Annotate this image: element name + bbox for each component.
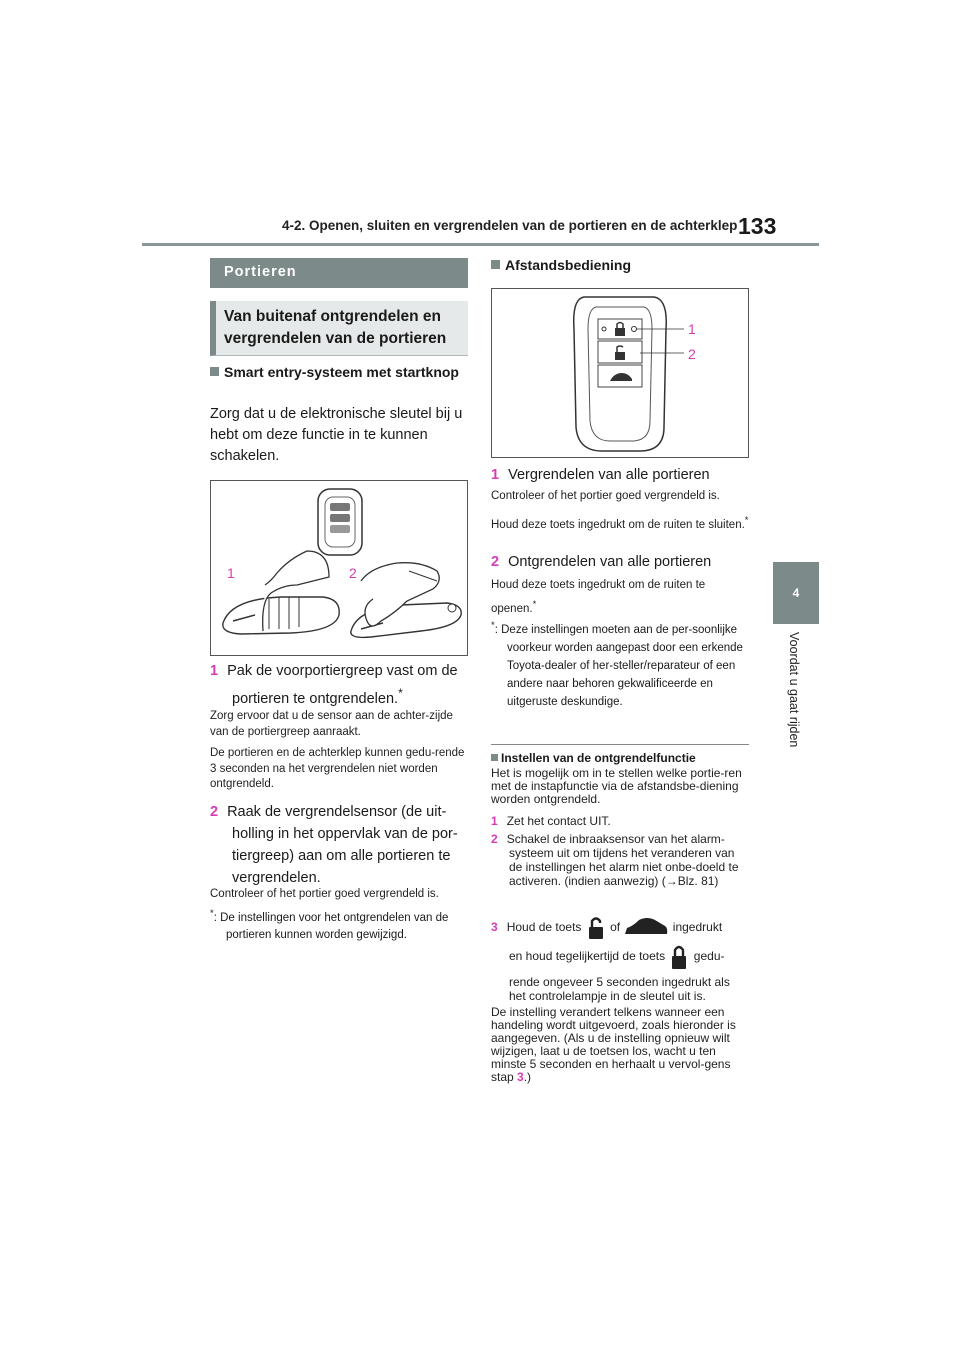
setting-final-step: 3 — [517, 1070, 524, 1084]
setting-intro: Het is mogelijk om in te stellen welke portie-ren met de instapfunctie via de afstandsbe-diening worden ontgrendeld. — [491, 766, 742, 806]
step-2-note: Controleer of het portier goed vergrendeld is. — [210, 888, 439, 900]
smart-entry-intro: Zorg dat u de elektronische sleutel bij u hebt om deze functie in te kunnen schakelen. — [210, 406, 463, 464]
key-fob-figure — [491, 288, 749, 458]
setting-step-2-number: 2 — [491, 832, 498, 846]
step-1-number: 1 — [210, 663, 219, 679]
page-number: 133 — [738, 213, 777, 239]
setting-heading-text: Instellen van de ontgrendelfunctie — [501, 751, 696, 765]
setting-step-3 — [491, 913, 749, 1003]
remote-item-1-note-2-text: Houd deze toets ingedrukt om de ruiten te sluiten. — [491, 518, 745, 531]
unlock-icon — [585, 916, 607, 940]
step-1-note-1: Zorg ervoor dat u de sensor aan de achter-zijde van de portiergreep aanraakt. — [210, 710, 453, 738]
trunk-icon — [623, 916, 669, 940]
remote-heading — [491, 255, 749, 275]
footnote-mark: * — [532, 599, 537, 610]
setting-step-3-text-b: ingedrukt — [672, 920, 723, 934]
remote-item-2 — [491, 551, 749, 573]
remote-item-2-note-text: Houd deze toets ingedrukt om de ruiten te openen. — [491, 579, 706, 615]
setting-step-3-number: 3 — [491, 920, 498, 934]
setting-final-end: .) — [523, 1070, 532, 1084]
step-2-text: Raak de vergrendelsensor (de uit-holling in het oppervlak van de por-tiergreep) aan om alle portieren te vergrendelen. — [227, 804, 458, 886]
square-bullet-icon — [491, 260, 500, 269]
header-rule — [142, 243, 819, 246]
fob-label-1: 1 — [688, 321, 696, 337]
remote-item-1-text: Vergrendelen van alle portieren — [508, 467, 710, 483]
lock-icon — [668, 944, 690, 970]
setting-step-3-text-a: Houd de toets — [506, 920, 582, 934]
setting-final-text: De instelling verandert telkens wanneer een handeling wordt uitgevoerd, zoals hieronder is aangegeven. (Als u de instelling opnieuw wilt wijzigen, laat u de toetsen los, wacht u ten minste 5 seconden en herhaalt u vervol-gens stap — [491, 1005, 736, 1084]
setting-step-3-text-c: en houd tegelijkertijd de toets — [509, 949, 666, 963]
setting-step-1 — [491, 814, 749, 828]
chapter-tab[interactable]: 4 — [773, 562, 819, 624]
step-1-text: Pak de voorportiergreep vast om de portieren te ontgrendelen. — [227, 663, 458, 707]
setting-final — [491, 1006, 749, 1084]
right-footnote — [491, 617, 749, 711]
section-title: Portieren — [210, 258, 468, 288]
step-2-number: 2 — [210, 804, 219, 820]
section-divider — [491, 744, 749, 745]
footnote-mark: * — [744, 515, 749, 526]
step-2 — [210, 801, 488, 889]
footnote-mark: * — [210, 908, 214, 919]
setting-step-2-text: Schakel de inbraaksensor van het alarm-systeem uit om tijdens het veranderen van de instellingen het alarm niet onbe-doeld te activeren. (indien aanwezig) (→Blz. 81) — [506, 832, 739, 888]
step-1-note-2: De portieren en de achterklep kunnen gedu-rende 3 seconden na het vergrendelen niet worden ontgrendeld. — [210, 747, 465, 790]
remote-item-1-number: 1 — [491, 467, 500, 483]
setting-heading — [491, 748, 749, 768]
footnote-mark: * — [491, 620, 495, 631]
door-handle-illustration — [211, 481, 467, 655]
square-bullet-icon — [491, 754, 498, 761]
door-handle-figure — [210, 480, 468, 656]
footnote-mark: * — [398, 686, 403, 700]
left-footnote — [210, 905, 466, 944]
square-bullet-icon — [210, 367, 219, 376]
remote-item-1-note-1: Controleer of het portier goed vergrendeld is. — [491, 490, 720, 502]
subsection-title: Van buitenaf ontgrendelen en vergrendelen van de portieren — [210, 301, 468, 356]
running-header: 4-2. Openen, sluiten en vergrendelen van de portieren en de achterklep — [282, 218, 738, 233]
setting-step-2 — [491, 832, 749, 888]
fob-label-2: 2 — [688, 346, 696, 362]
right-footnote-text: : Deze instellingen moeten aan de per-soonlijke voorkeur worden aangepast door een erkende Toyota-dealer of her-steller/reparateur of een andere naar behoren gekwalificeerde en uitgeruste deskundige. — [494, 623, 743, 708]
step-1 — [210, 660, 488, 710]
fig-label-2: 2 — [349, 565, 357, 581]
chapter-label: Voordat u gaat rijden — [787, 632, 801, 748]
setting-step-3-text-d: gedu- — [693, 949, 725, 963]
fig-label-1: 1 — [227, 565, 235, 581]
key-fob-illustration — [492, 289, 748, 457]
remote-item-2-note — [491, 576, 749, 619]
smart-entry-heading-text: Smart entry-systeem met startknop — [224, 364, 459, 380]
setting-step-1-text: Zet het contact UIT. — [506, 814, 611, 828]
remote-heading-text: Afstandsbediening — [505, 257, 632, 273]
setting-step-3-of: of — [610, 920, 621, 934]
setting-step-1-number: 1 — [491, 814, 498, 828]
remote-item-2-text: Ontgrendelen van alle portieren — [508, 554, 712, 570]
smart-entry-heading — [210, 362, 460, 382]
left-footnote-text: : De instellingen voor het ontgrendelen van de portieren kunnen worden gewijzigd. — [213, 911, 449, 941]
remote-item-2-number: 2 — [491, 554, 500, 570]
remote-item-1-note-2 — [491, 511, 749, 535]
setting-step-3-text-e: rende ongeveer 5 seconden ingedrukt als het controlelampje in de sleutel uit is. — [509, 975, 730, 1003]
remote-item-1 — [491, 464, 749, 486]
